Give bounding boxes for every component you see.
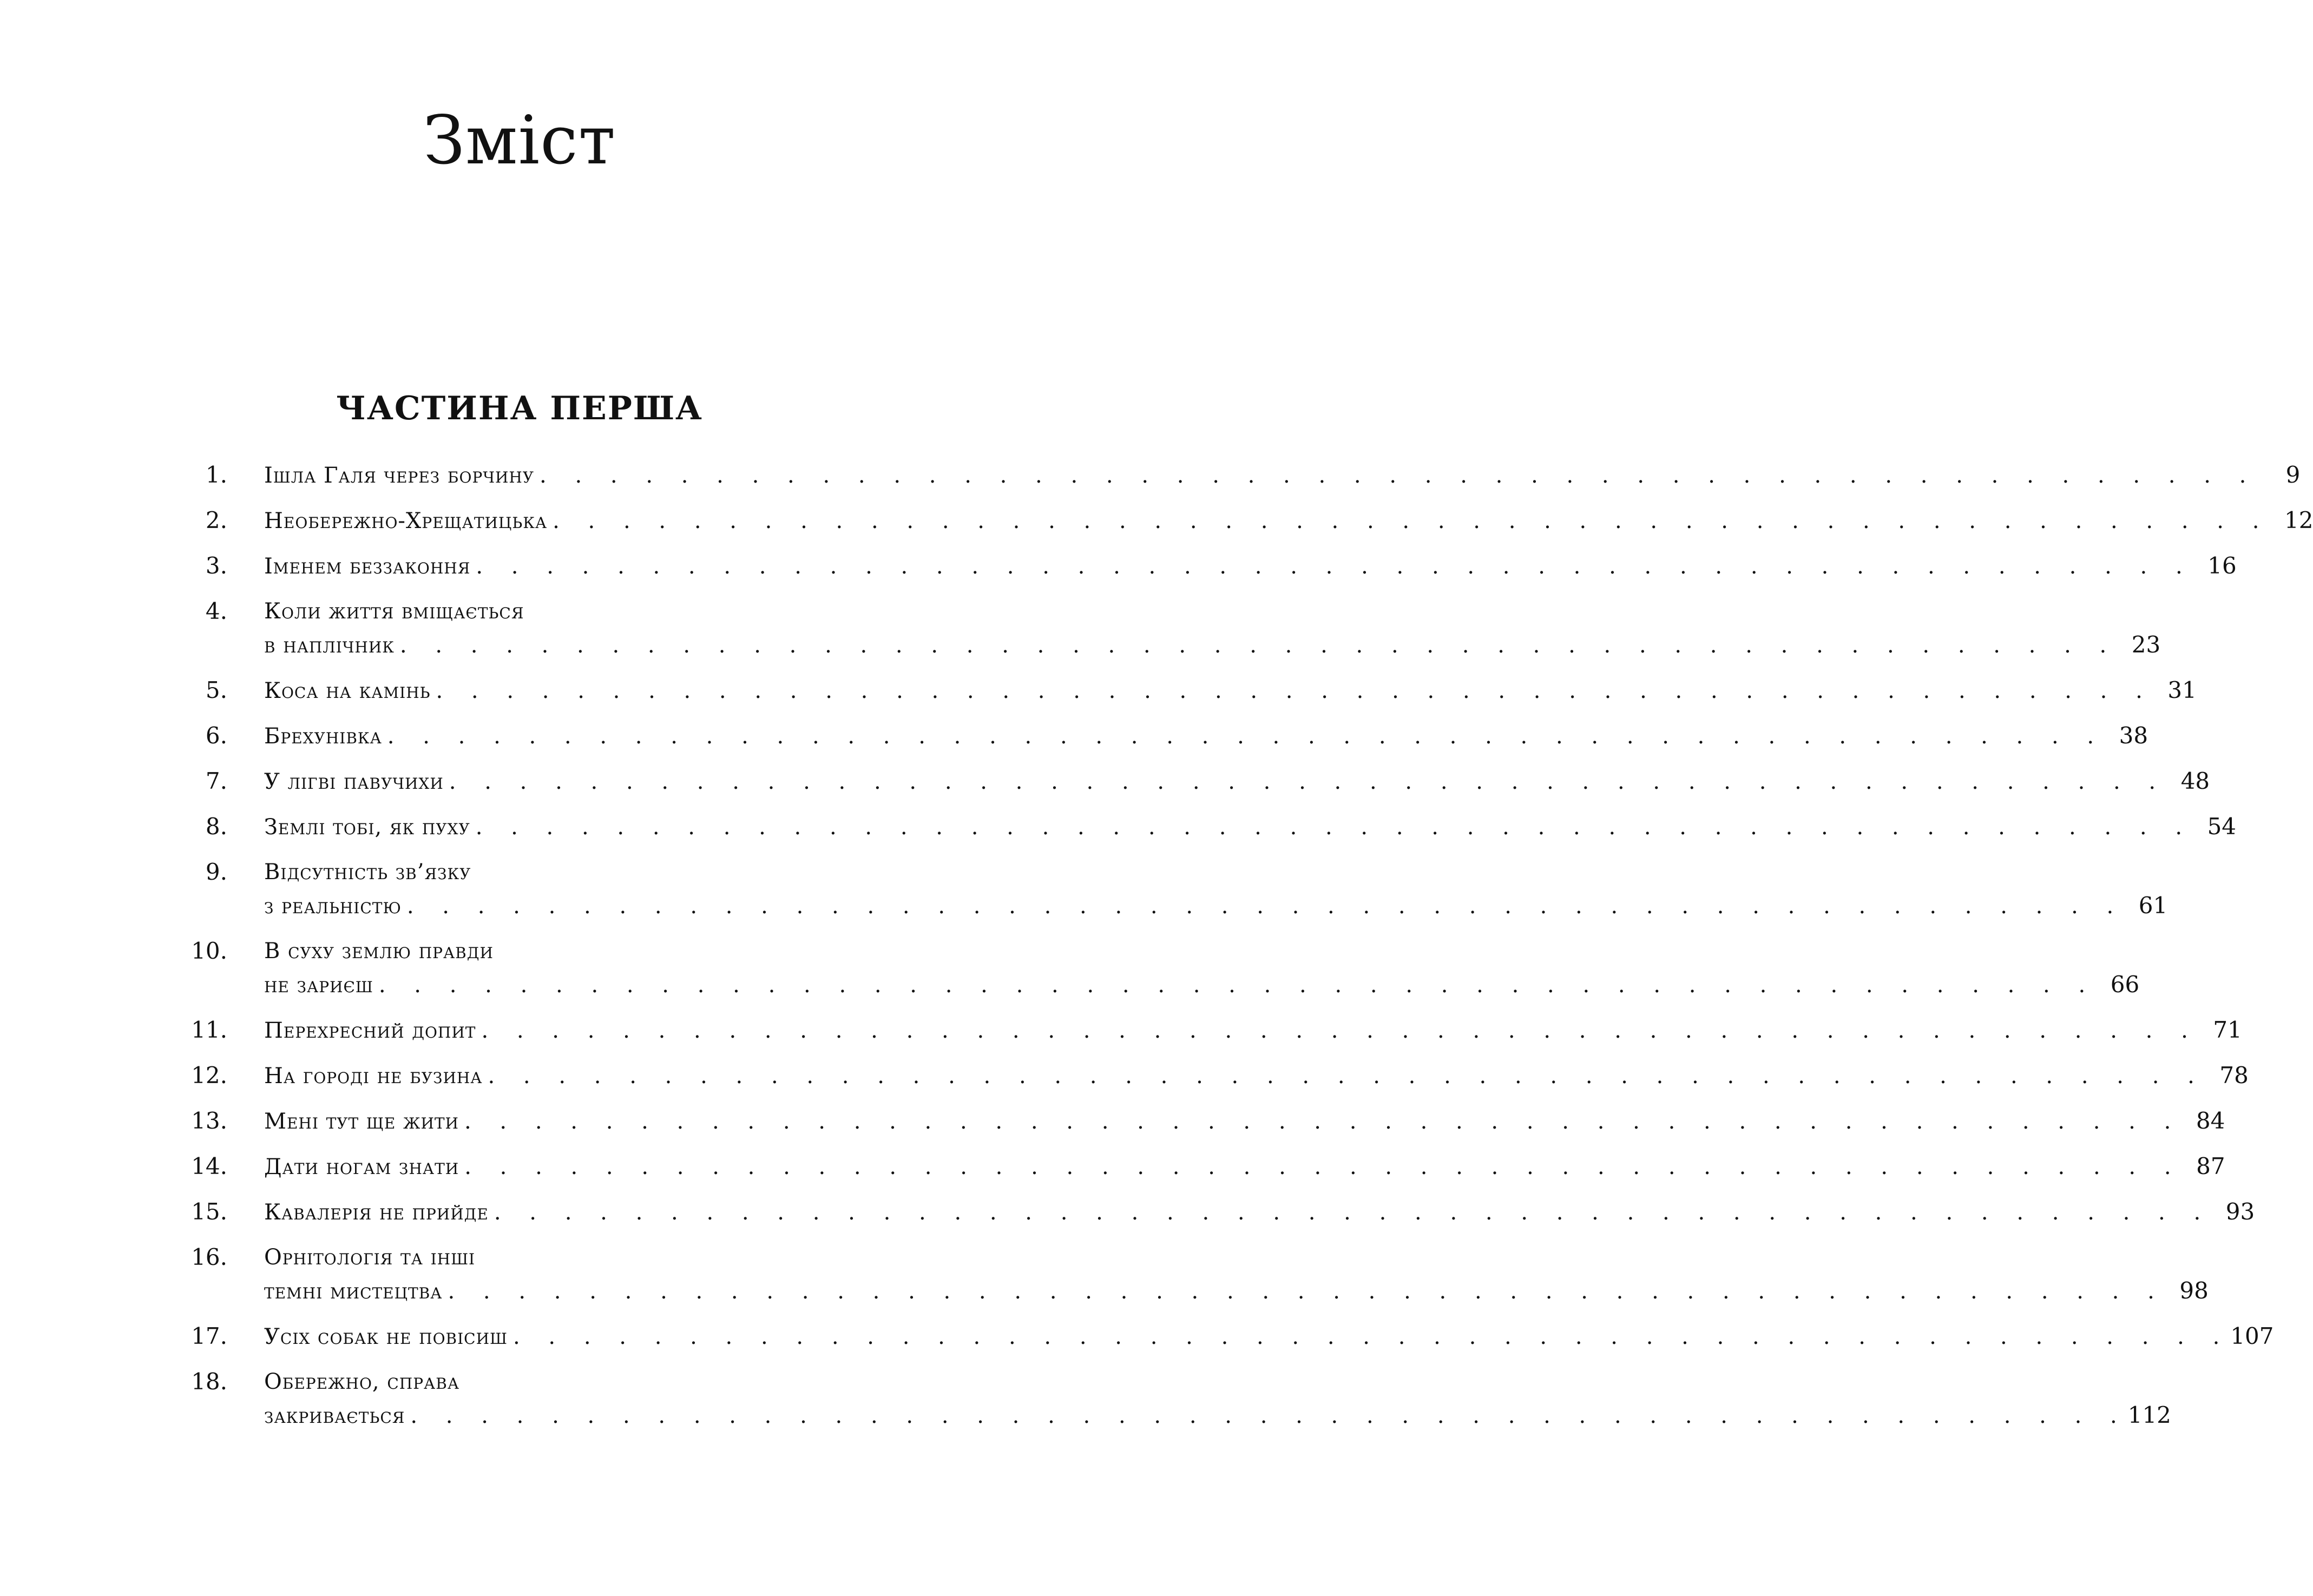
chapter-title-line — [264, 675, 2197, 705]
dot-leader: . . . . . . . . . . . . . . . . . . . . . . . . . . . . . . . . . . . . . . . . . . . . . . . . . — [488, 1064, 2205, 1089]
page-number: 23 — [2131, 631, 2161, 658]
chapter-title-line — [264, 766, 2210, 796]
page-number: 12 — [2284, 507, 2313, 533]
chapter-title: Коса на камінь — [264, 678, 431, 703]
chapter-title: Усіх собак не повісиш — [264, 1324, 508, 1349]
chapter-number: 16. — [191, 1244, 227, 1270]
chapter-title: Відсутність зв’язку — [264, 860, 471, 885]
chapter-title: Іменем беззаконня — [264, 554, 471, 579]
chapter-title-line — [264, 1367, 822, 1397]
part-title: ЧАСТИНА ПЕРША — [336, 390, 703, 427]
page-number: 54 — [2207, 813, 2237, 840]
page-number: 78 — [2219, 1062, 2249, 1089]
dot-leader: . . . . . . . . . . . . . . . . . . . . . . . . . . . . . . . . . . . . . . . . . . . . . . . . . — [464, 1155, 2182, 1179]
chapter-number: 18. — [191, 1368, 227, 1395]
chapter-title-line — [264, 1151, 2225, 1182]
chapter-title: Коли життя вміщається — [264, 599, 524, 624]
chapter-title: На городі не бузина — [264, 1064, 483, 1089]
chapter-title-line — [264, 1015, 2242, 1045]
chapter-number: 13. — [191, 1107, 227, 1134]
dot-leader: . . . . . . . . . . . . . . . . . . . . . . . . . . . . . . . . . . . . . . . . . . . . . . . . . — [387, 724, 2105, 749]
chapter-title-line — [264, 857, 822, 887]
chapter-title-line — [264, 1276, 2209, 1306]
dot-leader: . . . . . . . . . . . . . . . . . . . . . . . . . . . . . . . . . . . . . . . . . . . . . . . . . — [464, 1109, 2182, 1134]
page-number: 48 — [2180, 768, 2210, 794]
dot-leader: . . . . . . . . . . . . . . . . . . . . . . . . . . . . . . . . . . . . . . . . . . . . . . . . . — [476, 554, 2193, 579]
chapter-title: Перехресний допит — [264, 1018, 476, 1043]
page-number: 61 — [2138, 892, 2168, 919]
chapter-title-line — [264, 1242, 822, 1272]
chapter-title-line — [264, 460, 2301, 490]
chapter-title-line — [264, 630, 2161, 660]
chapter-title: Орнітологія та інші — [264, 1245, 476, 1270]
chapter-number: 10. — [191, 938, 227, 964]
page-number: 93 — [2225, 1198, 2255, 1225]
page-number: 87 — [2196, 1153, 2225, 1179]
chapter-title-line — [264, 891, 2168, 921]
chapter-title-line — [264, 1106, 2225, 1136]
page-number: 38 — [2119, 722, 2148, 749]
chapter-title-line — [264, 812, 2237, 842]
chapter-number: 1. — [205, 461, 227, 488]
dot-leader: . . . . . . . . . . . . . . . . . . . . . . . . . . . . . . . . . . . . . . . . . . . . . . . . . — [512, 1324, 2231, 1349]
page-number: 31 — [2167, 677, 2197, 703]
chapter-title: Ішла Галя через борчину — [264, 463, 535, 488]
page-number: 84 — [2196, 1107, 2225, 1134]
chapter-title: Землі тобі, як пуху — [264, 815, 470, 840]
chapter-title-line — [264, 505, 2313, 536]
chapter-title-line — [264, 551, 2237, 581]
page-number: 71 — [2213, 1017, 2242, 1043]
chapter-number: 11. — [191, 1017, 227, 1043]
chapter-title-line — [264, 1060, 2249, 1091]
chapter-title: з реальністю — [264, 894, 402, 919]
chapter-number: 8. — [205, 813, 227, 840]
dot-leader: . . . . . . . . . . . . . . . . . . . . . . . . . . . . . . . . . . . . . . . . . . . . . . . . . — [399, 633, 2118, 658]
chapter-title: Кавалерія не прийде — [264, 1200, 489, 1225]
chapter-title: не зариєш — [264, 973, 373, 998]
chapter-title-line — [264, 1197, 2255, 1227]
chapter-number: 5. — [205, 677, 227, 703]
dot-leader: . . . . . . . . . . . . . . . . . . . . . . . . . . . . . . . . . . . . . . . . . . . . . . . . . — [475, 815, 2193, 840]
chapter-title: Дати ногам знати — [264, 1155, 459, 1179]
chapter-title: В суху землю правди — [264, 939, 494, 964]
chapter-title-line — [264, 970, 2140, 1000]
chapter-title-line — [264, 721, 2148, 751]
chapter-number: 17. — [191, 1323, 227, 1349]
dot-leader: . . . . . . . . . . . . . . . . . . . . . . . . . . . . . . . . . . . . . . . . . . . . . . . . . — [410, 1403, 2128, 1428]
chapter-number: 12. — [191, 1062, 227, 1089]
chapter-title: в наплічник — [264, 633, 395, 658]
page-number: 112 — [2127, 1402, 2171, 1428]
page-title: Зміст — [423, 102, 616, 180]
chapter-number: 6. — [205, 722, 227, 749]
dot-leader: . . . . . . . . . . . . . . . . . . . . . . . . . . . . . . . . . . . . . . . . . . . . . . . . . — [481, 1018, 2199, 1043]
chapter-title-line — [264, 1400, 2171, 1430]
chapter-title: У лігві павучихи — [264, 769, 444, 794]
chapter-number: 3. — [205, 552, 227, 579]
dot-leader: . . . . . . . . . . . . . . . . . . . . . . . . . . . . . . . . . . . . . . . . . . . . . . . . . — [553, 509, 2270, 533]
chapter-title: Брехунівка — [264, 724, 382, 749]
dot-leader: . . . . . . . . . . . . . . . . . . . . . . . . . . . . . . . . . . . . . . . . . . . . . . . . . — [436, 678, 2153, 703]
dot-leader: . . . . . . . . . . . . . . . . . . . . . . . . . . . . . . . . . . . . . . . . . . . . . . . . . — [406, 894, 2125, 919]
page-number: 9 — [2285, 461, 2301, 488]
chapter-title: Мені тут ще жити — [264, 1109, 459, 1134]
dot-leader: . . . . . . . . . . . . . . . . . . . . . . . . . . . . . . . . . . . . . . . . . . . . . . . . . — [448, 1279, 2165, 1304]
chapter-title-line — [264, 596, 822, 626]
dot-leader: . . . . . . . . . . . . . . . . . . . . . . . . . . . . . . . . . . . . . . . . . . . . . . . . . — [540, 463, 2257, 488]
chapter-title: темні мистецтва — [264, 1279, 443, 1304]
chapter-title-line — [264, 1321, 2274, 1351]
dot-leader: . . . . . . . . . . . . . . . . . . . . . . . . . . . . . . . . . . . . . . . . . . . . . . . . . — [449, 769, 2167, 794]
page-number: 98 — [2179, 1277, 2209, 1304]
chapter-number: 2. — [205, 507, 227, 533]
chapter-title: Обережно, справа — [264, 1369, 460, 1394]
dot-leader: . . . . . . . . . . . . . . . . . . . . . . . . . . . . . . . . . . . . . . . . . . . . . . . . . — [494, 1200, 2212, 1225]
chapter-number: 9. — [205, 859, 227, 885]
chapter-number: 4. — [205, 598, 227, 624]
chapter-title: закривається — [264, 1403, 405, 1428]
chapter-number: 15. — [191, 1198, 227, 1225]
page-number: 107 — [2230, 1323, 2274, 1349]
dot-leader: . . . . . . . . . . . . . . . . . . . . . . . . . . . . . . . . . . . . . . . . . . . . . . . . . — [378, 973, 2097, 998]
chapter-title-line — [264, 936, 822, 966]
chapter-number: 14. — [191, 1153, 227, 1179]
page-number: 66 — [2110, 971, 2140, 998]
chapter-number: 7. — [205, 768, 227, 794]
chapter-title: Необережно-Хрещатицька — [264, 509, 548, 533]
page-number: 16 — [2207, 552, 2237, 579]
